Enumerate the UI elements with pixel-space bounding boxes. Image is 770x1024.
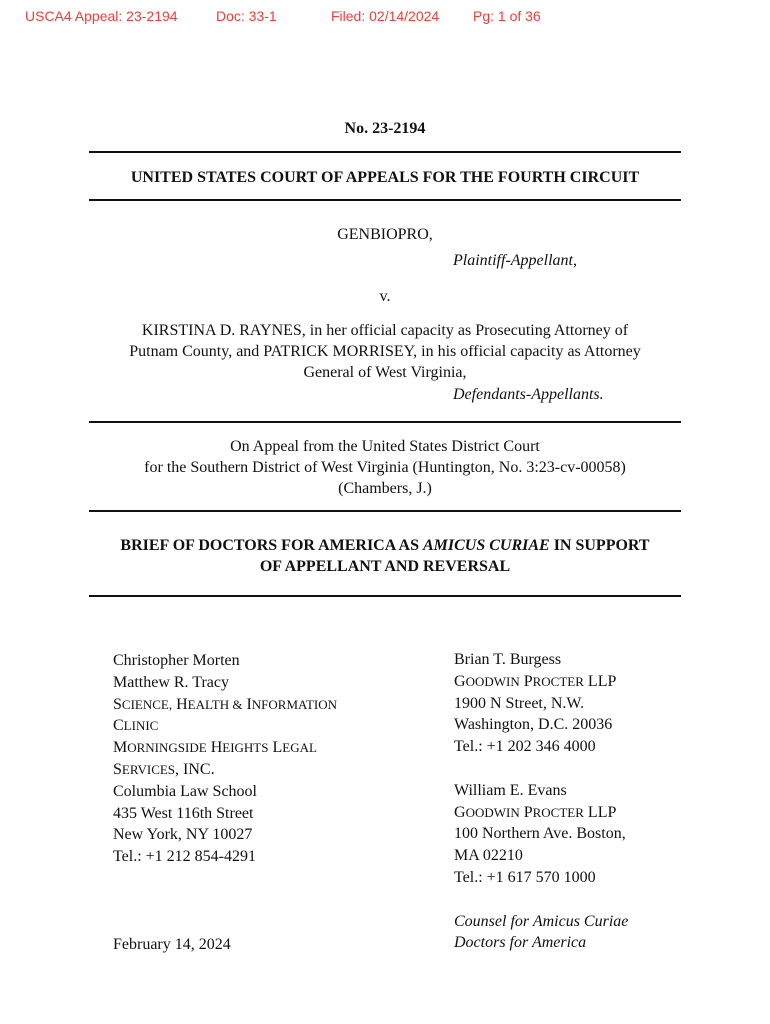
plaintiff-name: GENBIOPRO, bbox=[337, 226, 433, 243]
filing-date: February 14, 2024 bbox=[113, 936, 231, 953]
firm-name: GOODWIN PROCTER LLP bbox=[454, 672, 617, 690]
city-address: MA 02210 bbox=[454, 847, 523, 865]
counsel-role: Counsel for Amicus Curiae bbox=[454, 912, 629, 930]
counsel-role-org: Doctors for America bbox=[454, 934, 587, 952]
docket-number: No. 23-2194 bbox=[344, 120, 426, 137]
counsel-name: Brian T. Burgess bbox=[454, 651, 562, 668]
case-stamp: USCA4 Appeal: 23-2194 bbox=[25, 8, 178, 24]
left-counsel-block bbox=[113, 650, 337, 868]
street-address: 1900 N Street, N.W. bbox=[454, 694, 585, 712]
clinic-name: SCIENCE, HEALTH & INFORMATION bbox=[113, 695, 338, 713]
court-name: UNITED STATES COURT OF APPEALS FOR THE FOURTH CIRCUIT bbox=[130, 169, 640, 186]
counsel-name: William E. Evans bbox=[454, 781, 567, 799]
divider bbox=[89, 151, 681, 153]
doc-stamp: Doc: 33-1 bbox=[216, 8, 277, 24]
school-name: Columbia Law School bbox=[113, 782, 257, 800]
counsel-name: Matthew R. Tracy bbox=[113, 673, 229, 691]
divider bbox=[89, 595, 681, 597]
versus: v. bbox=[379, 288, 391, 305]
firm-name: GOODWIN PROCTER LLP bbox=[454, 803, 617, 821]
right-counsel-block bbox=[454, 649, 628, 954]
telephone: Tel.: +1 617 570 1000 bbox=[454, 868, 596, 886]
divider bbox=[89, 199, 681, 201]
street-address: 100 Northern Ave. Boston, bbox=[454, 825, 626, 843]
defendants-role: Defendants-Appellants. bbox=[453, 386, 604, 403]
divider bbox=[89, 510, 681, 512]
legal-services-name-cont: SERVICES, INC. bbox=[113, 760, 215, 778]
city-address: Washington, D.C. 20036 bbox=[454, 716, 613, 734]
appeal-info: On Appeal from the United States District Court for the Southern District of West Virginia (Huntington, No. 3:23-cv-00058) (Chambers, J.) bbox=[144, 438, 626, 497]
clinic-name-cont: CLINIC bbox=[113, 717, 159, 735]
city-address: New York, NY 10027 bbox=[113, 826, 253, 844]
plaintiff-role: Plaintiff-Appellant, bbox=[453, 252, 577, 269]
divider bbox=[89, 421, 681, 423]
filed-stamp: Filed: 02/14/2024 bbox=[331, 8, 440, 24]
counsel-name: Christopher Morten bbox=[113, 652, 240, 669]
defendants: KIRSTINA D. RAYNES, in her official capacity as Prosecuting Attorney of Putnam County, and PATRICK MORRISEY, in his official capacity as Attorney General of West Virginia, bbox=[129, 322, 641, 381]
page-stamp: Pg: 1 of 36 bbox=[473, 8, 541, 24]
legal-services-name: MORNINGSIDE HEIGHTS LEGAL bbox=[113, 739, 317, 757]
brief-title: BRIEF OF DOCTORS FOR AMERICA AS AMICUS CURIAE IN SUPPORT OF APPELLANT AND REVERSAL bbox=[120, 537, 650, 575]
telephone: Tel.: +1 212 854-4291 bbox=[113, 848, 256, 866]
street-address: 435 West 116th Street bbox=[113, 804, 254, 822]
telephone: Tel.: +1 202 346 4000 bbox=[454, 738, 596, 756]
